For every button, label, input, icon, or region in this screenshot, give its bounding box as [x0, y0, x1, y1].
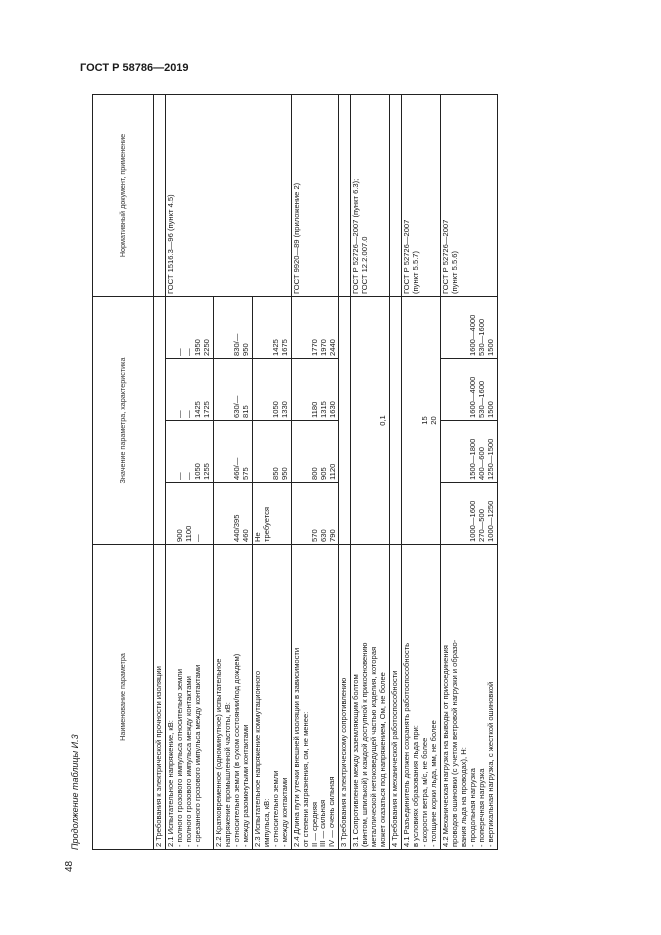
value-cell: 830/— 950 — [213, 296, 252, 358]
table-row — [291, 94, 339, 849]
value-cell: 1050 1330 — [252, 359, 291, 421]
param-name: 4.1 Разъединитель должен сохранять работоспособность в условиях образования льда при: - скорости ветра, м/с, не более - толщине корки льда, мм, не более — [402, 545, 441, 850]
value-cell: 1770 1970 2440 — [291, 296, 339, 358]
value-cell: 1180 1315 1630 — [291, 359, 339, 421]
value-cell: — — 1050 1255 — [166, 421, 214, 483]
value-cell: 0,1 — [351, 296, 390, 544]
value-cell: 900 1100 — — [166, 483, 214, 545]
table-row — [441, 94, 498, 849]
page-number: 48 — [64, 860, 75, 872]
value-cell: 1425 1675 — [252, 296, 291, 358]
section-title: 3 Требования к электрическому сопротивлению — [339, 545, 351, 850]
value-cell: 15 20 — [402, 296, 441, 544]
section-row — [339, 94, 351, 849]
table-row — [351, 94, 390, 849]
value-cell: 1000—1600 270—500 1000—1250 — [441, 483, 498, 545]
rotated-table-page — [70, 95, 610, 850]
value-cell: — — 1425 1725 — [166, 359, 214, 421]
doc-cell: ГОСТ Р 52726—2007 (пункт 5.5.7) — [402, 94, 441, 296]
value-cell: 630/— 815 — [213, 359, 252, 421]
col-header-name: Наименование параметра — [93, 545, 154, 850]
value-cell: — — 1950 2250 — [166, 296, 214, 358]
doc-cell: ГОСТ Р 52726—2007 (пункт 6.3); ГОСТ 12.2.007.0 — [351, 94, 390, 296]
spec-table — [92, 94, 498, 850]
section-row — [154, 94, 166, 849]
doc-cell: ГОСТ Р 52726—2007 (пункт 5.5.6) — [441, 94, 498, 296]
table-caption: Продолжение таблицы И.3 — [70, 734, 80, 850]
param-name: 4.2 Механическая нагрузка на выводы от присоединения проводов ошиновки (с учетом ветровой нагрузки и образо- вания льда на проводах), Н: - продольная нагрузка - поперечная нагрузка - вертикальная нагрузка, с жесткой ошиновкой — [441, 545, 498, 850]
col-header-value: Значение параметра, характеристика — [93, 296, 154, 544]
param-name: 2.4 Длина пути утечки внешней изоляции в зависимости от степени загрязнения, см, не менее: II — средняя III — сильная IV — очень сильная — [291, 545, 339, 850]
param-name: 2.2 Кратковременное (одноминутное) испытательное напряжение промышленной частоты, кВ: - относительно земли (в сухом состоянии/под дождем) - между разомкнутыми контактами — [213, 545, 252, 850]
table-header-row — [93, 94, 154, 849]
doc-cell: ГОСТ 1516.3—96 (пункт 4.5) — [166, 94, 292, 296]
value-cell: 440/395 460 — [213, 483, 252, 545]
param-name: 2.3 Испытательное напряжение коммутационного импульса, кВ: - относительно земли - между контактами — [252, 545, 291, 850]
param-name: 3.1 Сопротивление между заземляющим болтом (винтом, шпилькой) и каждой доступной к прикосновению металлической нетоковедущей частью изделия, которая может оказаться под напряжением, Ом, не более — [351, 545, 390, 850]
value-cell: 570 630 790 — [291, 483, 339, 545]
value-cell: 800 905 1120 — [291, 421, 339, 483]
value-cell: 1600—4000 530—1600 1500 — [441, 359, 498, 421]
document-header: ГОСТ Р 58786—2019 — [80, 62, 189, 74]
value-cell: Не требуется — [252, 483, 291, 545]
value-cell: 850 950 — [252, 421, 291, 483]
doc-cell: ГОСТ 9920—89 (приложение 2) — [291, 94, 339, 296]
param-name: 2.1 Испытательное напряжение, кВ: - полного грозового импульса относительно земли - полного грозового импульса между контактами - срезанного грозового импульса между контактами — [166, 545, 214, 850]
value-cell: 1500—1800 400—600 1250—1500 — [441, 421, 498, 483]
value-cell: 460/— 575 — [213, 421, 252, 483]
section-title: 2 Требования к электрической прочности изоляции — [154, 545, 166, 850]
col-header-doc: Нормативный документ, применение — [93, 94, 154, 296]
section-title: 4 Требования к механической работоспособности — [390, 545, 402, 850]
section-row — [390, 94, 402, 849]
table-row — [166, 94, 214, 849]
value-cell: 1600—4000 530—1600 1500 — [441, 296, 498, 358]
table-row — [402, 94, 441, 849]
